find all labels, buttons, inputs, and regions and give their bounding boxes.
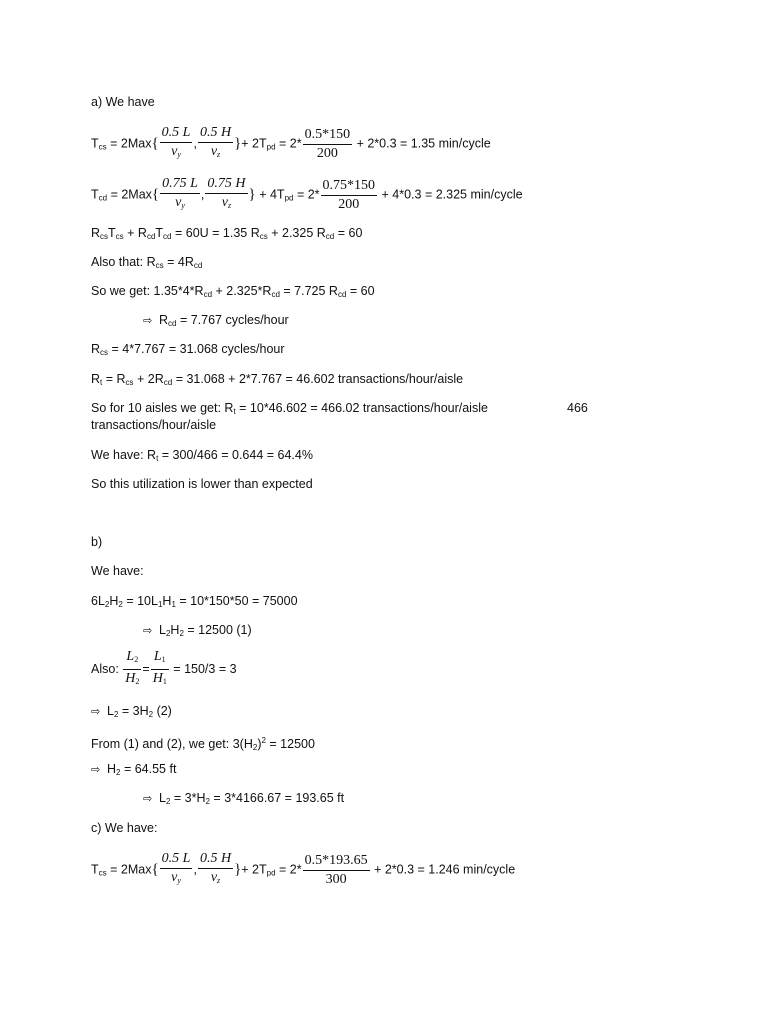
part-a-heading: a) We have [91, 95, 155, 109]
fraction-h-vz: $\frac{0.5 H}{v_z}$ [199, 125, 232, 159]
also-that-line: Also that: $R_{cs} = 4R_{cd}$ [91, 255, 203, 270]
fraction-value: $\frac{0.5*150}{200}$ [304, 126, 351, 161]
implies-arrow-icon: ⇨ [91, 705, 101, 718]
ten-aisles-line: So for 10 aisles we get: $R_t = 10*46.602 = 466.02$ transactions/hour/aisle [91, 401, 488, 416]
utilization-line: We have: $R_t = 300/466 = 0.644 = 64.4\%$ [91, 448, 313, 463]
part-b-heading: b) [91, 535, 103, 549]
implies-arrow-icon: ⇨ [91, 763, 101, 776]
ten-aisles-value: 466 [567, 401, 588, 415]
area-result: ⇨ $L_2H_2 = 12500$ (1) [143, 623, 252, 638]
implies-arrow-icon: ⇨ [143, 792, 153, 805]
rt-result: $R_t = R_{cs} + 2R_{cd} = 31.068 + 2*7.767 = 46.602$ transactions/hour/aisle [91, 372, 464, 387]
conclusion-line: So this utilization is lower than expected [91, 477, 313, 491]
part-c-heading: c) We have: [91, 821, 158, 835]
from-1-2-line: From (1) and (2), we get: $3(H_2)^2 = 12500$ [91, 736, 315, 752]
implies-arrow-icon: ⇨ [143, 314, 153, 327]
rcd-result: ⇨ $R_{cd} = 7.767$ cycles/hour [143, 313, 289, 328]
we-have-line: We have: [91, 564, 144, 578]
tcd-equation: $T_{cd} = 2Max${ $\frac{0.75 L}{v_y}$ , $\frac{0.75 H}{v_z}$ } + $4T_{pd} = 2*$ $\frac{0.75*150}{200}$ + 4*0.3 = 2.325 min/cycle [91, 176, 523, 212]
l2-result: ⇨ $L_2 = 3*H_2 = 3*4166.67 = 193.65$ ft [143, 791, 345, 806]
l2-equation: ⇨ $L_2 = 3H_2$ (2) [91, 704, 172, 719]
rcs-result: $R_{cs} = 4*7.767 = 31.068$ cycles/hour [91, 342, 285, 357]
ratio-equation: Also: $\frac{L_2}{H_2}$ = $\frac{L_1}{H_1}$ = 150/3 = 3 [91, 649, 237, 686]
h2-result: ⇨ $H_2 = 64.55$ ft [91, 762, 177, 777]
implies-arrow-icon: ⇨ [143, 624, 153, 637]
r-equation: $R_{cs}T_{cs} + R_{cd}T_{cd} = 60U = 1.35$ $R_{cs} + 2.325$ $R_{cd} = 60$ [91, 226, 363, 241]
tcs-equation-c: $T_{cs} = 2Max${ $\frac{0.5 L}{v_y}$ , $\frac{0.5 H}{v_z}$ }+ $2T_{pd} = 2*$ $\frac{0.5*193.65}{300}$ + 2*0.3 = 1.246 min/cycle [91, 851, 516, 887]
so-we-get-line: So we get: $1.35*4*R_{cd} + 2.325*R_{cd} = 7.725$ $R_{cd} = 60$ [91, 284, 375, 299]
fraction-l-vy: $\frac{0.5 L}{v_y}$ [161, 125, 191, 159]
ten-aisles-unit: transactions/hour/aisle [91, 418, 217, 432]
area-equation: $6L_2H_2 = 10L_1H_1 = 10*150*50 = 75000$ [91, 594, 298, 609]
tcs-equation: $T_{cs} = 2Max${ $\frac{0.5 L}{v_y}$ , $\frac{0.5 H}{v_z}$ }+ $2T_{pd} = 2*$ $\frac{0.5*150}{200}$ + 2*0.3 = 1.35 min/cycle [91, 124, 491, 164]
